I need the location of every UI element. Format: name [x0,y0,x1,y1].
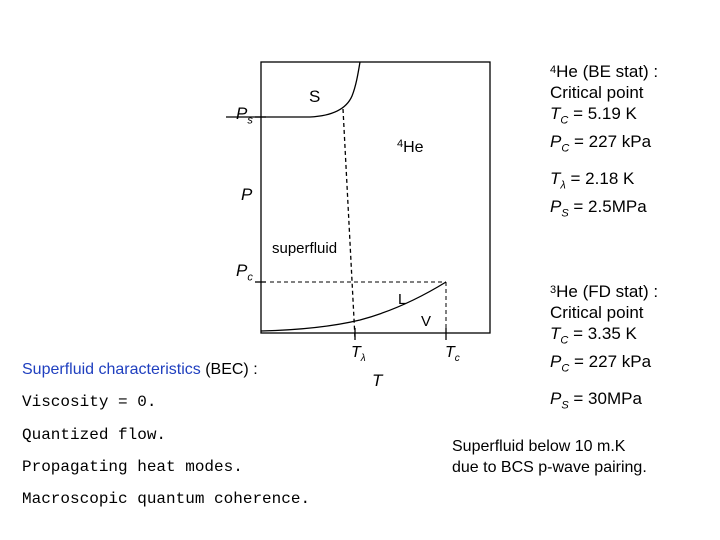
he3-info [550,281,658,380]
he3-ps: $P_S = 30MPa$ [550,389,642,412]
he4-info [550,61,658,160]
label-pc: $P_c$ [236,261,253,284]
characteristic-item: Viscosity = 0. [22,393,157,411]
he4-pc: $P_C = 227$ kPa [550,132,652,155]
he3-tc: $T_C = 3.35$ K [550,324,637,347]
superfluid-note-line1: Superfluid below 10 m.K [452,438,626,455]
characteristic-item: Quantized flow. [22,426,167,444]
region-vapor-label: V [421,313,432,330]
he4-critical-point: Critical point [550,83,644,102]
label-ps: $P_s$ [236,104,253,127]
he4-extra [550,168,647,225]
he3-pc: $P_C = 227$ kPa [550,352,652,375]
he3-critical-point: Critical point [550,303,644,322]
he4-heading: $^4$He (BE stat) : [550,62,659,81]
characteristic-item: Propagating heat modes. [22,458,243,476]
lambda-line [343,109,355,338]
label-tc: $T_c$ [445,344,460,365]
region-solid-label: S [309,87,321,106]
he4-tc: $T_C = 5.19$ K [550,104,637,127]
label-p: P [241,185,253,204]
label-t-lambda: $T_\lambda$ [351,344,366,365]
label-t: T [372,371,383,390]
characteristics-title: Superfluid characteristics (BEC) : [22,361,258,378]
he4-ps: $P_S = 2.5MPa$ [550,197,647,220]
he4-t-lambda: $T_\lambda = 2.18$ K [550,169,635,192]
he3-heading: $^3$He (FD stat) : [550,282,659,301]
diagram-frame [261,62,490,333]
region-liquid-label: L [398,291,407,308]
he4-diagram-label: $^4$He [397,138,424,156]
superfluid-note-line2: due to BCS p-wave pairing. [452,459,647,476]
superfluid-note [452,436,647,478]
region-superfluid-label: superfluid [272,240,338,257]
characteristic-item: Macroscopic quantum coherence. [22,490,311,508]
